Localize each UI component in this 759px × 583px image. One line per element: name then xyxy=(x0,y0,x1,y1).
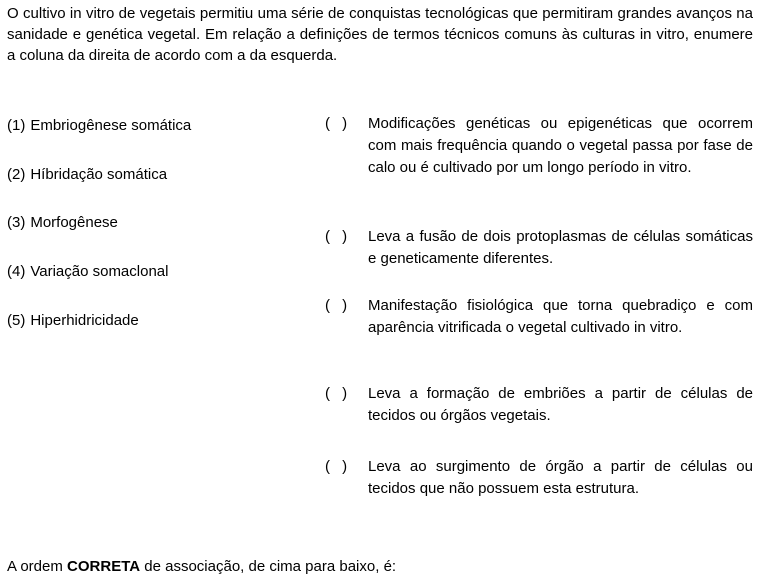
left-term-3 xyxy=(7,214,118,232)
left-term-number: (3) xyxy=(7,214,26,231)
answer-blank: ( ) xyxy=(325,228,348,245)
definition-text: Manifestação fisiológica que torna quebradiço e com aparência vitrificada o vegetal cultivado in vitro. xyxy=(368,297,753,336)
answer-blank: ( ) xyxy=(325,297,348,314)
answer-blank: ( ) xyxy=(325,458,348,475)
right-definition-5 xyxy=(325,456,753,500)
left-term-label: Variação somaclonal xyxy=(30,263,169,280)
footer-prefix: A ordem xyxy=(7,558,68,575)
left-term-label: Híbridação somática xyxy=(30,166,168,183)
right-definition-3 xyxy=(325,295,753,339)
left-term-4 xyxy=(7,263,168,281)
left-term-2 xyxy=(7,166,167,184)
right-definition-4 xyxy=(325,383,753,427)
definition-text: Leva a formação de embriões a partir de células de tecidos ou órgãos vegetais. xyxy=(368,385,753,424)
left-term-label: Hiperhidricidade xyxy=(30,312,139,329)
answer-blank: ( ) xyxy=(325,115,348,132)
question-footer xyxy=(7,556,753,577)
left-term-label: Embriogênese somática xyxy=(30,117,192,134)
footer-suffix: de associação, de cima para baixo, é: xyxy=(140,558,397,575)
right-definition-1 xyxy=(325,113,753,179)
left-term-number: (5) xyxy=(7,312,26,329)
definition-text: Modificações genéticas ou epigenéticas que ocorrem com mais frequência quando o vegetal passa por fase de calo ou é cultivado por um longo período in vitro. xyxy=(368,115,753,176)
left-term-5 xyxy=(7,312,139,330)
right-definition-2 xyxy=(325,226,753,270)
left-term-number: (2) xyxy=(7,166,26,183)
question-intro: O cultivo in vitro de vegetais permitiu uma série de conquistas tecnológicas que permitiram grandes avanços na sanidade e genética vegetal. Em relação a definições de termos técnicos comuns às culturas in vitro, enumere a coluna da direita de acordo com a da esquerda. xyxy=(7,5,753,64)
left-term-label: Morfogênese xyxy=(30,214,118,231)
left-term-1 xyxy=(7,117,191,135)
left-term-number: (1) xyxy=(7,117,26,134)
footer-bold-word: CORRETA xyxy=(67,558,141,575)
definition-text: Leva ao surgimento de órgão a partir de células ou tecidos que não possuem esta estrutura. xyxy=(368,458,753,497)
left-term-number: (4) xyxy=(7,263,26,280)
left-column xyxy=(7,0,307,583)
definition-text: Leva a fusão de dois protoplasmas de células somáticas e geneticamente diferentes. xyxy=(368,228,753,267)
answer-blank: ( ) xyxy=(325,385,348,402)
right-column xyxy=(325,0,753,583)
